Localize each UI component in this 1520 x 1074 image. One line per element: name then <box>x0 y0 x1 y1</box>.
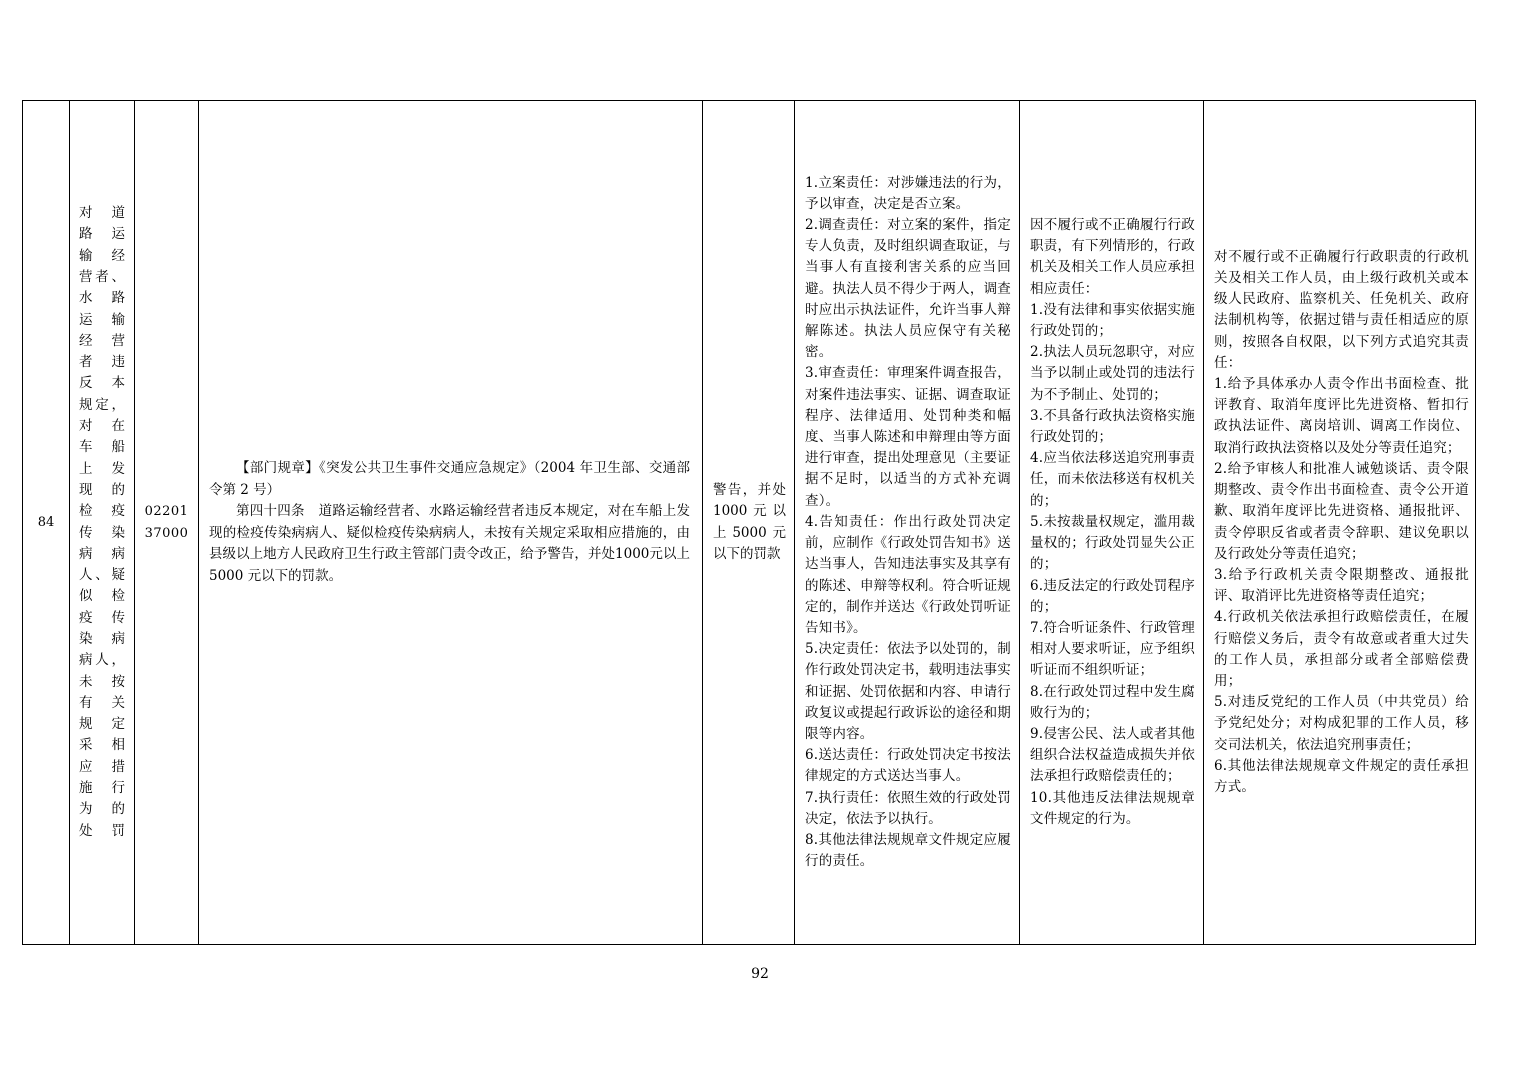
item-name-line: 运 输 <box>79 311 125 328</box>
item-name-line: 经 营 <box>79 332 125 349</box>
item-name-line: 者 违 <box>79 354 125 371</box>
accountability-item: 5.对违反党纪的工作人员（中共党员）给予党纪处分；对构成犯罪的工作人员，移交司法机关，依法追究刑事责任； <box>1214 694 1469 753</box>
item-name-line: 人、疑 <box>79 567 125 584</box>
row-number: 84 <box>37 514 55 530</box>
item-name-line: 施 行 <box>79 780 125 797</box>
condition-item: 3.不具备行政执法资格实施行政处罚的； <box>1030 407 1195 446</box>
item-name-line: 有 关 <box>79 694 125 711</box>
item-name-line: 路 运 <box>79 226 125 243</box>
condition-item: 8.在行政处罚过程中发生腐败行为的； <box>1030 683 1195 721</box>
item-name-line: 传 染 <box>79 524 125 541</box>
legal-basis-article: 第四十四条 道路运输经营者、水路运输经营者违反本规定，对在车船上发现的检疫传染病病人、疑似检疫传染病病人，未按有关规定采取相应措施的，由县级以上地方人民政府卫生行政主管部门责令改正，给予警告，并处1000元以上 5000 元以下的罚款。 <box>209 503 690 584</box>
accountability-item: 3.给予行政机关责令限期整改、通报批评、取消评比先进资格等责任追究； <box>1214 566 1469 605</box>
legal-basis <box>199 458 702 587</box>
item-code-line: 02201 <box>144 503 189 519</box>
item-name-cell <box>70 101 135 944</box>
item-name-line: 应 措 <box>79 758 125 775</box>
item-name-line: 染 病 <box>79 630 125 647</box>
item-name-line: 规定， <box>79 396 125 413</box>
item-name-line: 上 发 <box>79 460 125 477</box>
page-number: 92 <box>751 966 769 982</box>
penalty-text: 警告，并处1000元以上5000元以下的罚款 <box>713 481 786 562</box>
item-name-line: 车 船 <box>79 439 125 456</box>
legal-basis-source: 【部门规章】《突发公共卫生事件交通应急规定》（2004 年卫生部、交通部令第 2 号） <box>209 460 690 498</box>
row-number-cell <box>23 101 70 944</box>
item-name-line: 采 相 <box>79 737 125 754</box>
item-name-line: 疫 传 <box>79 609 125 626</box>
item-name-line: 对 道 <box>79 205 125 222</box>
item-name-line: 对 在 <box>79 418 125 435</box>
item-name <box>79 203 125 842</box>
item-name-line: 营者、 <box>79 268 125 285</box>
accountability-cell <box>1204 101 1477 944</box>
duty-item: 3.审查责任：审理案件调查报告，对案件违法事实、证据、调查取证程序、法律适用、处罚种类和幅度、当事人陈述和申辩理由等方面进行审查，提出处理意见（主要证据不足时，以适当的方式补充调查）。 <box>805 365 1011 509</box>
item-name-line: 似 检 <box>79 588 125 605</box>
item-name-line: 规 定 <box>79 716 125 733</box>
conditions-list <box>1020 215 1203 830</box>
accountability-item: 2.给予审核人和批准人诫勉谈话、责令限期整改、责令作出书面检查、责令公开道歉、取消年度评比先进资格、通报批评、责令停职反省或者责令辞职、建议免职以及行政处分等责任追究； <box>1214 460 1469 562</box>
duties-list <box>795 173 1019 873</box>
item-name-line: 病 病 <box>79 545 125 562</box>
item-name-line: 检 疫 <box>79 503 125 520</box>
item-name-line: 水 路 <box>79 290 125 307</box>
penalty-cell <box>703 101 795 944</box>
duty-item: 6.送达责任：行政处罚决定书按法律规定的方式送达当事人。 <box>805 747 1011 785</box>
duty-item: 1.立案责任：对涉嫌违法的行为，予以审查，决定是否立案。 <box>805 174 1011 212</box>
item-name-line: 现 的 <box>79 481 125 498</box>
legal-basis-cell <box>199 101 703 944</box>
responsibility-table <box>22 100 1476 945</box>
item-name-line: 未 按 <box>79 673 125 690</box>
condition-item: 6.违反法定的行政处罚程序的； <box>1030 577 1195 615</box>
item-code <box>145 501 189 545</box>
condition-item: 因不履行或不正确履行行政职责，有下列情形的，行政机关及相关工作人员应承担相应责任： <box>1030 217 1195 297</box>
accountability-item: 1.给予具体承办人责令作出书面检查、批评教育、取消年度评比先进资格、暂扣行政执法证件、离岗培训、调离工作岗位、取消行政执法资格以及处分等责任追究； <box>1214 376 1469 456</box>
accountability-item: 6.其他法律法规规章文件规定的责任承担方式。 <box>1214 757 1469 795</box>
item-code-cell <box>135 101 199 944</box>
conditions-cell <box>1020 101 1204 944</box>
duty-item: 4.告知责任：作出行政处罚决定前，应制作《行政处罚告知书》送达当事人，告知违法事实及其享有的陈述、申辩等权利。符合听证规定的，制作并送达《行政处罚听证告知书》。 <box>805 513 1011 636</box>
condition-item: 7.符合听证条件、行政管理相对人要求听证，应予组织听证而不组织听证； <box>1030 619 1195 679</box>
condition-item: 9.侵害公民、法人或者其他组织合法权益造成损失并依法承担行政赔偿责任的； <box>1030 725 1195 785</box>
condition-item: 1.没有法律和事实依据实施行政处罚的； <box>1030 301 1195 340</box>
item-code-line: 37000 <box>144 525 189 541</box>
item-name-line: 病人， <box>79 652 125 669</box>
accountability-item: 4.行政机关依法承担行政赔偿责任，在履行赔偿义务后，责令有故意或者重大过失的工作人员，承担部分或者全部赔偿费用； <box>1214 609 1469 689</box>
item-name-line: 处罚 <box>79 822 125 839</box>
duty-item: 2.调查责任：对立案的案件，指定专人负责，及时组织调查取证，与当事人有直接利害关系的应当回避。执法人员不得少于两人，调查时应出示执法证件，允许当事人辩解陈述。执法人员应保守有关秘密。 <box>805 217 1011 361</box>
condition-item: 2.执法人员玩忽职守，对应当予以制止或处罚的违法行为不予制止、处罚的； <box>1030 344 1195 403</box>
condition-item: 10.其他违反法律法规规章文件规定的行为。 <box>1030 789 1195 827</box>
item-name-line: 输 经 <box>79 247 125 264</box>
duty-item: 7.执行责任：依照生效的行政处罚决定，依法予以执行。 <box>805 789 1011 827</box>
condition-item: 5.未按裁量权规定，滥用裁量权的；行政处罚显失公正的； <box>1030 513 1195 573</box>
duties-cell <box>795 101 1020 944</box>
item-name-line: 为 的 <box>79 801 125 818</box>
accountability-list <box>1204 247 1477 798</box>
duty-item: 5.决定责任：依法予以处罚的，制作行政处罚决定书，载明违法事实和证据、处罚依据和内容、申请行政复议或提起行政诉讼的途径和期限等内容。 <box>805 641 1011 742</box>
item-name-line: 反 本 <box>79 375 125 392</box>
accountability-item: 对不履行或不正确履行行政职责的行政机关及相关工作人员，由上级行政机关或本级人民政府、监察机关、任免机关、政府法制机构等，依据过错与责任相适应的原则，按照各自权限，以下列方式追究其责任： <box>1214 248 1469 371</box>
condition-item: 4.应当依法移送追究刑事责任，而未依法移送有权机关的； <box>1030 450 1195 509</box>
duty-item: 8.其他法律法规规章文件规定应履行的责任。 <box>805 831 1011 870</box>
